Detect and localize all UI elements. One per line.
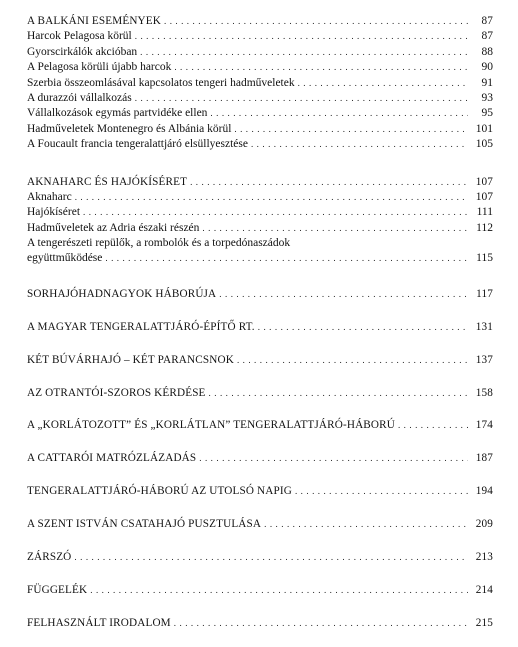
toc-entry-page: 87 (481, 30, 493, 43)
table-of-contents (27, 14, 493, 631)
toc-entry-page: 111 (476, 206, 493, 219)
toc-entry-title: Harcok Pelagosa körül (27, 30, 132, 43)
toc-chapter (27, 418, 493, 433)
toc-entry-title: A Pelagosa körüli újabb harcok (27, 61, 172, 74)
dot-leader (202, 221, 468, 236)
toc-entry-title: Hadműveletek Montenegro és Albánia körül (27, 122, 232, 135)
dot-leader (135, 91, 468, 106)
toc-entry-title: Aknaharc (27, 190, 72, 203)
toc-entry-title: A Foucault francia tengeralattjáró elsüllyesztése (27, 138, 248, 151)
dot-leader (264, 517, 468, 532)
toc-chapter-page: 213 (475, 550, 493, 563)
toc-chapter (27, 386, 493, 401)
dot-leader (210, 106, 468, 121)
dot-leader (174, 616, 468, 631)
dot-leader (174, 60, 468, 75)
dot-leader (234, 122, 468, 137)
toc-chapter-page: 137 (475, 353, 493, 366)
toc-entry (27, 106, 493, 121)
toc-entry-page: 112 (476, 221, 493, 234)
toc-entry-title: Gyorscirkálók akcióban (27, 45, 138, 58)
toc-chapters (27, 287, 493, 631)
dot-leader (295, 484, 468, 499)
toc-chapter-title: TENGERALATTJÁRÓ-HÁBORÚ AZ UTOLSÓ NAPIG (27, 485, 292, 498)
toc-chapter-title: A MAGYAR TENGERALATTJÁRÓ-ÉPÍTŐ RT. (27, 320, 255, 333)
toc-chapter (27, 484, 493, 499)
toc-chapter-title: A SZENT ISTVÁN CSATAHAJÓ PUSZTULÁSA (27, 518, 262, 531)
toc-chapter-page: 187 (475, 452, 493, 465)
toc-chapter-page: 117 (476, 287, 493, 300)
toc-entry (27, 251, 493, 266)
dot-leader (251, 137, 468, 152)
toc-chapter-title: FÜGGELÉK (27, 583, 88, 596)
dot-leader (83, 205, 468, 220)
dot-leader (209, 386, 468, 401)
dot-leader (398, 418, 468, 433)
toc-entry (27, 76, 493, 91)
toc-entry (27, 29, 493, 44)
toc-entry-page: 107 (475, 175, 493, 188)
toc-entry-title: Hajókíséret (27, 206, 81, 219)
dot-leader (164, 14, 468, 29)
dot-leader (135, 29, 468, 44)
dot-leader (105, 251, 468, 266)
toc-entry (27, 91, 493, 106)
toc-entry (27, 137, 493, 152)
dot-leader (190, 175, 468, 190)
toc-entry-page: 91 (481, 76, 493, 89)
toc-entry-title: Hadműveletek az Adria északi részén (27, 221, 200, 234)
toc-chapter-title: ZÁRSZÓ (27, 550, 72, 563)
toc-entry-page: 115 (476, 252, 493, 265)
toc-entry-page: 88 (481, 45, 493, 58)
toc-chapter-page: 194 (475, 485, 493, 498)
toc-entry-page: 90 (481, 61, 493, 74)
toc-entry (27, 221, 493, 236)
toc-chapter-page: 131 (475, 320, 493, 333)
toc-entry-page: 101 (475, 122, 493, 135)
toc-entry (27, 190, 493, 205)
toc-chapter-title: SORHAJÓHADNAGYOK HÁBORÚJA (27, 287, 217, 300)
toc-chapter (27, 517, 493, 532)
toc-entry-page: 107 (475, 190, 493, 203)
toc-entry (27, 175, 493, 190)
toc-section-mine-warfare (27, 175, 493, 267)
toc-entry-title: Szerbia összeomlásával kapcsolatos tengeri hadműveletek (27, 76, 295, 89)
toc-chapter-title: FELHASZNÁLT IRODALOM (27, 616, 171, 629)
toc-chapter-page: 158 (475, 386, 493, 399)
dot-leader (237, 353, 468, 368)
toc-entry-title: A durazzói vállalkozás (27, 91, 132, 104)
toc-entry-title: Vállalkozások egymás partvidéke ellen (27, 107, 208, 120)
toc-entry-page: 93 (481, 91, 493, 104)
toc-entry-page: 87 (481, 15, 493, 27)
toc-chapter-title: A CATTARÓI MATRÓZLÁZADÁS (27, 452, 197, 465)
dot-leader (219, 287, 468, 302)
toc-chapter-title: KÉT BÚVÁRHAJÓ – KÉT PARANCSNOK (27, 353, 234, 366)
toc-entry (27, 122, 493, 137)
dot-leader (90, 583, 468, 598)
dot-leader (199, 451, 468, 466)
toc-entry-title-line1: A tengerészeti repülők, a rombolók és a torpedónaszádok (27, 237, 291, 250)
dot-leader (258, 320, 468, 335)
toc-entry (27, 205, 493, 220)
dot-leader (75, 190, 468, 205)
toc-entry-title-line2: együttműködése (27, 252, 103, 265)
toc-entry-title: AKNAHARC ÉS HAJÓKÍSÉRET (27, 175, 188, 188)
toc-section-balkan (27, 14, 493, 153)
toc-entry (27, 60, 493, 75)
toc-chapter-title: AZ OTRANTÓI-SZOROS KÉRDÉSE (27, 386, 206, 399)
toc-entry (27, 14, 493, 29)
dot-leader (298, 76, 468, 91)
toc-chapter (27, 550, 493, 565)
toc-chapter (27, 353, 493, 368)
toc-chapter-title: A „KORLÁTOZOTT” ÉS „KORLÁTLAN” TENGERALATTJÁRÓ-HÁBORÚ (27, 419, 395, 432)
toc-entry-page: 95 (481, 107, 493, 120)
toc-chapter-page: 214 (475, 583, 493, 596)
toc-chapter-page: 174 (475, 419, 493, 432)
toc-entry-title: A BALKÁNI ESEMÉNYEK (27, 15, 161, 27)
toc-entry-page: 105 (475, 138, 493, 151)
toc-entry (27, 45, 493, 60)
toc-chapter (27, 320, 493, 335)
toc-chapter-page: 215 (475, 616, 493, 629)
toc-chapter (27, 287, 493, 302)
dot-leader (140, 45, 468, 60)
toc-chapter (27, 451, 493, 466)
toc-chapter (27, 616, 493, 631)
toc-chapter-page: 209 (475, 518, 493, 531)
dot-leader (74, 550, 468, 565)
toc-chapter (27, 583, 493, 598)
